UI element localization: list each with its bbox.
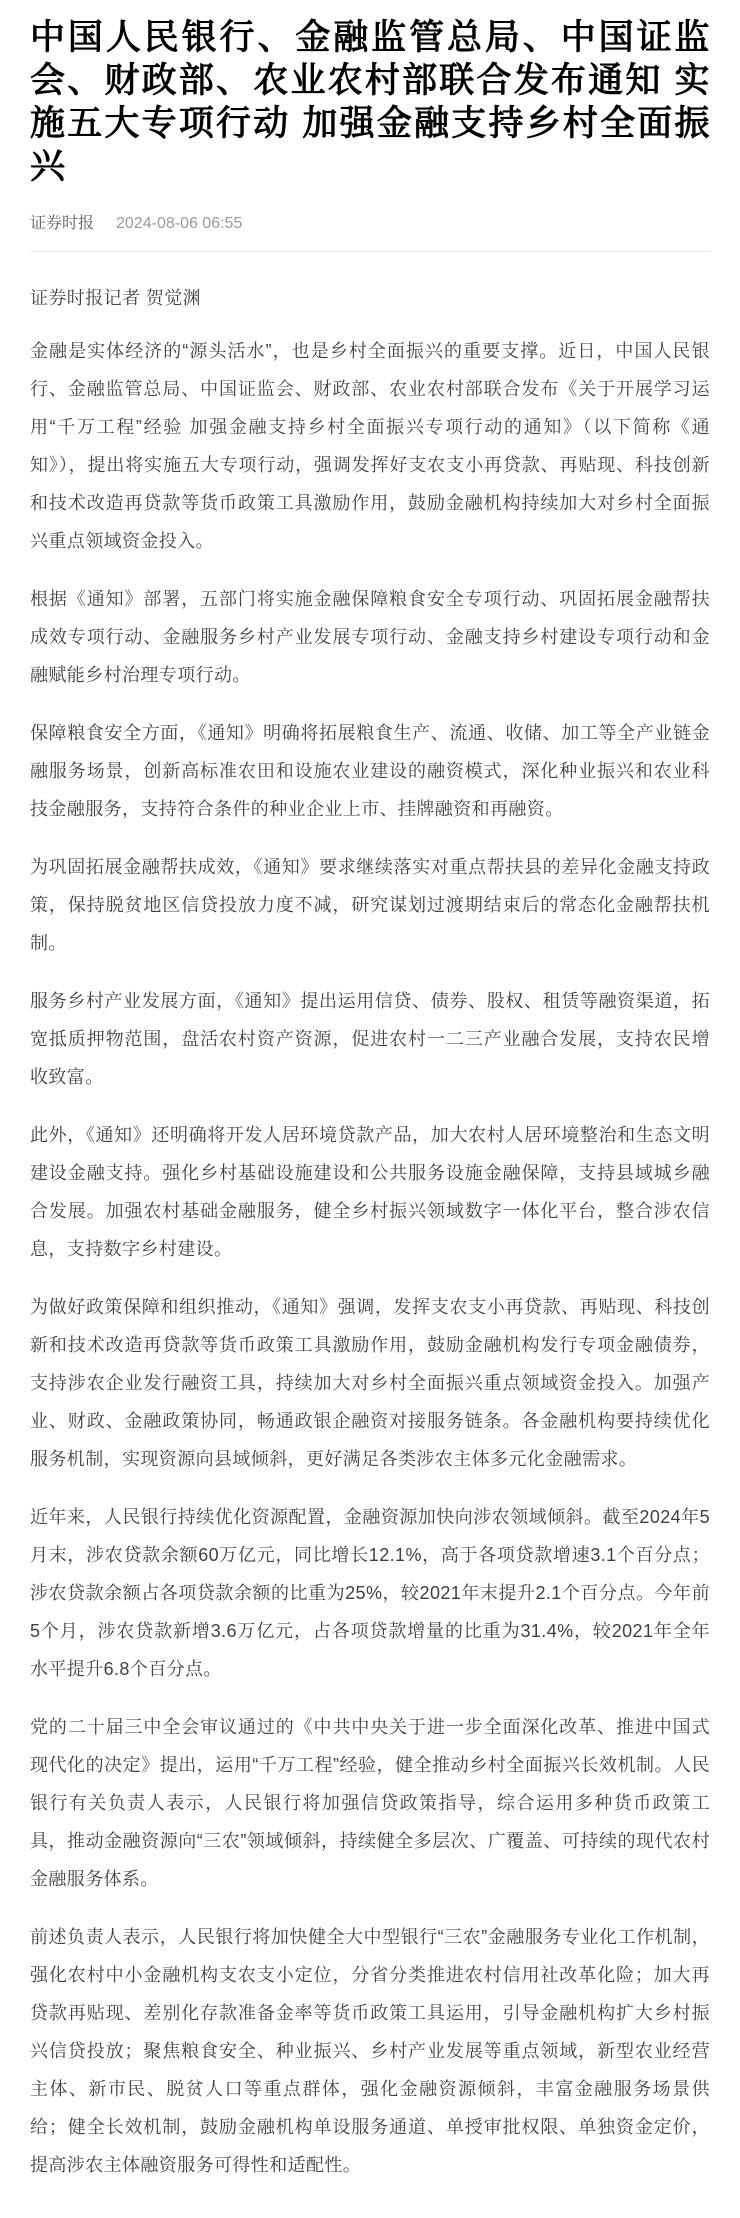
- article-paragraph: 服务乡村产业发展方面，《通知》提出运用信贷、债券、股权、租赁等融资渠道，拓宽抵质押物范围，盘活农村资产资源，促进农村一二三产业融合发展，支持农民增收致富。: [30, 991, 710, 1087]
- article-publish-time: 2024-08-06 06:55: [116, 215, 243, 232]
- article-meta: [30, 210, 710, 233]
- article-title: 中国人民银行、金融监管总局、中国证监会、财政部、农业农村部联合发布通知 实施五大专项行动 加强金融支持乡村全面振兴: [30, 18, 710, 186]
- article-paragraph: 党的二十届三中全会审议通过的《中共中央关于进一步全面深化改革、推进中国式现代化的决定》提出，运用“千万工程”经验，健全推动乡村全面振兴长效机制。人民银行有关负责人表示，人民银行将加强信贷政策指导，综合运用多种货币政策工具，推动金融资源向“三农”领域倾斜，持续健全多层次、广覆盖、可持续的现代农村金融服务体系。: [30, 1717, 710, 1889]
- article-paragraph: 金融是实体经济的“源头活水”，也是乡村全面振兴的重要支撑。近日，中国人民银行、金融监管总局、中国证监会、财政部、农业农村部联合发布《关于开展学习运用“千万工程”经验 加强金融支持乡村全面振兴专项行动的通知》（以下简称《通知》），提出将实施五大专项行动，强调发挥好支农支小再贷款、再贴现、科技创新和技术改造再贷款等货币政策工具激励作用，鼓励金融机构持续加大对乡村全面振兴重点领域资金投入。: [30, 341, 710, 551]
- article-byline: 证券时报记者 贺觉渊: [30, 288, 201, 308]
- article-body: [30, 332, 710, 2184]
- article-paragraph: 前述负责人表示，人民银行将加快健全大中型银行“三农”金融服务专业化工作机制，强化农村中小金融机构支农支小定位，分省分类推进农村信用社改革化险；加大再贷款再贴现、差别化存款准备金率等货币政策工具运用，引导金融机构扩大乡村振兴信贷投放；聚焦粮食安全、种业振兴、乡村产业发展等重点领域，新型农业经营主体、新市民、脱贫人口等重点群体，强化金融资源倾斜，丰富金融服务场景供给；健全长效机制，鼓励金融机构单设服务通道、单授审批权限、单独资金定价，提高涉农主体融资服务可得性和适配性。: [30, 1927, 710, 2175]
- article-source: 证券时报: [30, 215, 95, 232]
- article-paragraph: 近年来，人民银行持续优化资源配置，金融资源加快向涉农领域倾斜。截至2024年5月末，涉农贷款余额60万亿元，同比增长12.1%，高于各项贷款增速3.1个百分点；涉农贷款余额占各项贷款余额的比重为25%，较2021年末提升2.1个百分点。今年前5个月，涉农贷款新增3.6万亿元，占各项贷款增量的比重为31.4%，较2021年全年水平提升6.8个百分点。: [30, 1507, 710, 1679]
- article-paragraph: 根据《通知》部署，五部门将实施金融保障粮食安全专项行动、巩固拓展金融帮扶成效专项行动、金融服务乡村产业发展专项行动、金融支持乡村建设专项行动和金融赋能乡村治理专项行动。: [30, 589, 710, 685]
- article-paragraph: 为巩固拓展金融帮扶成效，《通知》要求继续落实对重点帮扶县的差异化金融支持政策，保持脱贫地区信贷投放力度不减，研究谋划过渡期结束后的常态化金融帮扶机制。: [30, 857, 710, 953]
- article-paragraph: 保障粮食安全方面，《通知》明确将拓展粮食生产、流通、收储、加工等全产业链金融服务场景，创新高标准农田和设施农业建设的融资模式，深化种业振兴和农业科技金融服务，支持符合条件的种业企业上市、挂牌融资和再融资。: [30, 723, 710, 819]
- article-paragraph: 此外，《通知》还明确将开发人居环境贷款产品，加大农村人居环境整治和生态文明建设金融支持。强化乡村基础设施建设和公共服务设施金融保障，支持县域城乡融合发展。加强农村基础金融服务，健全乡村振兴领域数字一体化平台，整合涉农信息，支持数字乡村建设。: [30, 1125, 710, 1259]
- article-paragraph: 为做好政策保障和组织推动，《通知》强调，发挥支农支小再贷款、再贴现、科技创新和技术改造再贷款等货币政策工具激励作用，鼓励金融机构发行专项金融债券，支持涉农企业发行融资工具，持续加大对乡村全面振兴重点领域资金投入。加强产业、财政、金融政策协同，畅通政银企融资对接服务链条。各金融机构要持续优化服务机制，实现资源向县域倾斜，更好满足各类涉农主体多元化金融需求。: [30, 1297, 710, 1469]
- divider: [30, 251, 710, 252]
